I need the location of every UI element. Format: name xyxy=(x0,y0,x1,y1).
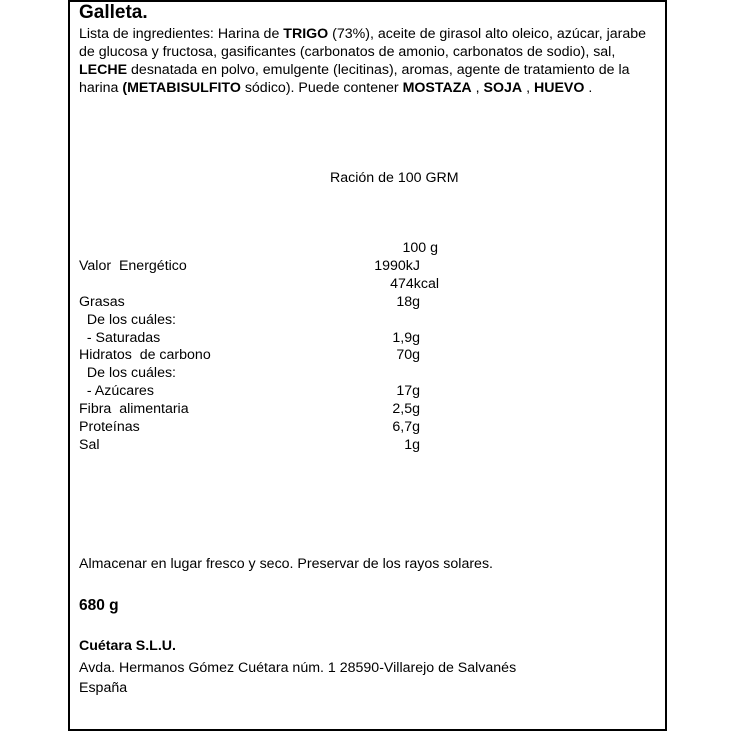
nutrition-column-header: 100 g xyxy=(402,240,438,256)
nutrient-value-alt: 474kcal xyxy=(390,276,439,292)
ingredients-text: sódico). Puede contener xyxy=(240,80,403,96)
ingredients-list xyxy=(79,25,659,97)
ingredients-text: , xyxy=(471,80,484,96)
storage-instructions: Almacenar en lugar fresco y seco. Preservar de los rayos solares. xyxy=(79,556,493,572)
nutrient-value: 2,5g xyxy=(392,401,420,417)
nutrition-row xyxy=(79,436,439,454)
nutrition-row xyxy=(79,400,439,418)
ingredients-text: desnatada en polvo, emulgente (lecitinas), aromas, agente de tratamiento de la harina xyxy=(79,62,630,96)
nutrient-label: - Saturadas xyxy=(79,330,161,346)
allergen-mostaza: MOSTAZA xyxy=(402,80,472,96)
allergen-huevo: HUEVO xyxy=(533,80,585,96)
nutrient-value: 70g xyxy=(396,347,420,363)
nutrition-row xyxy=(79,364,439,382)
manufacturer-address: Avda. Hermanos Gómez Cuétara núm. 1 28590-Villarejo de Salvanés xyxy=(79,660,517,676)
nutrient-label: Grasas xyxy=(79,294,125,310)
nutrition-row xyxy=(79,257,439,275)
ingredients-text: Lista de ingredientes: Harina de xyxy=(79,26,284,42)
nutrient-label: - Azúcares xyxy=(79,383,154,399)
ingredients-text: (73%), aceite de girasol alto oleico, azúcar, jarabe de glucosa y fructosa, gasificantes (carbonatos de amonio, carbonatos de sodio), sal, xyxy=(79,26,647,60)
nutrient-label: Proteínas xyxy=(79,419,140,435)
allergen-metabisulfito: (METABISULFITO xyxy=(122,80,241,96)
net-weight: 680 g xyxy=(79,597,119,614)
nutrition-row xyxy=(79,293,439,311)
nutrition-row xyxy=(79,418,439,436)
nutrient-value: 17g xyxy=(396,383,420,399)
nutrient-label: Hidratos de carbono xyxy=(79,347,211,363)
nutrient-label: Valor Energético xyxy=(79,258,187,274)
nutrient-label: De los cuáles: xyxy=(79,312,176,328)
nutrient-value: 1990kJ xyxy=(374,258,420,274)
ingredients-text: , xyxy=(522,80,534,96)
nutrient-value: 1,9g xyxy=(392,330,420,346)
nutrient-value: 18g xyxy=(396,294,420,310)
nutrition-row xyxy=(79,382,439,400)
nutrient-label: De los cuáles: xyxy=(79,365,176,381)
nutrient-label: Sal xyxy=(79,437,100,453)
allergen-leche: LECHE xyxy=(79,62,128,78)
nutrient-value: 1g xyxy=(404,437,420,453)
allergen-soja: SOJA xyxy=(483,80,523,96)
nutrient-label: Fibra alimentaria xyxy=(79,401,189,417)
nutrient-value: 6,7g xyxy=(392,419,420,435)
nutrition-row xyxy=(79,311,439,329)
nutrition-row xyxy=(79,329,439,347)
ingredients-text: . xyxy=(584,80,593,96)
product-title: Galleta. xyxy=(79,2,148,23)
nutrition-row xyxy=(79,346,439,364)
manufacturer-country: España xyxy=(79,680,128,696)
manufacturer-name: Cuétara S.L.U. xyxy=(79,638,176,654)
allergen-trigo: TRIGO xyxy=(283,26,329,42)
portion-title: Ración de 100 GRM xyxy=(330,170,459,186)
nutrition-row xyxy=(79,275,439,293)
